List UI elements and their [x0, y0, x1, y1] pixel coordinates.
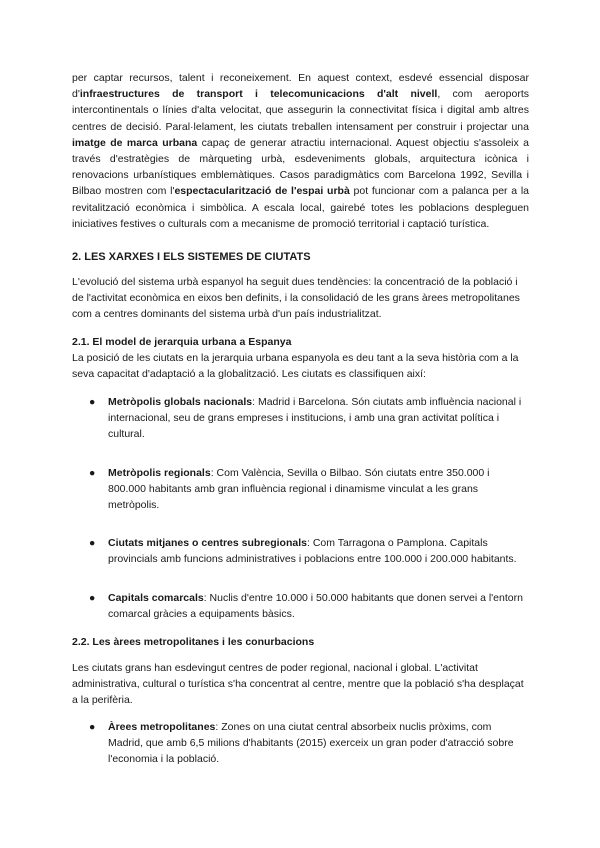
list-item — [72, 465, 529, 514]
intro-text-2: , com aeroports intercontinentals o línies d'alta velocitat, que assegurin la connectivitat física i digital amb altres centres de decisió. Paral·lelament, les ciutats treballen intensament per construir i projectar una — [72, 88, 529, 133]
list-item-text: : Nuclis d'entre 10.000 i 50.000 habitants que donen servei a l'entorn comarcal gràcies a equipaments bàsics. — [108, 591, 523, 620]
hierarchy-list — [72, 394, 529, 622]
list-item-text: : Zones on una ciutat central absorbeix nuclis pròxims, com Madrid, que amb 6,5 milions d'habitants (2015) exerceix un gran poder d'atracció sobre l'economia i la població. — [108, 720, 514, 766]
list-item-text: : Com Tarragona o Pamplona. Capitals provincials amb funcions administratives i poblacions entre 100.000 i 200.000 habitants. — [108, 537, 517, 566]
bullet-icon: ● — [89, 466, 96, 479]
list-spacer — [72, 513, 529, 535]
list-item-term: Capitals comarcals — [108, 591, 204, 604]
list-item — [72, 535, 529, 567]
list-spacer — [72, 443, 529, 465]
list-item-term: Metròpolis globals nacionals — [108, 396, 253, 409]
bullet-icon: ● — [89, 396, 96, 409]
list-item-term: Àrees metropolitanes — [108, 720, 216, 733]
list-item-term: Ciutats mitjanes o centres subregionals — [108, 537, 307, 550]
list-item — [72, 719, 529, 768]
list-item — [72, 590, 529, 622]
intro-text-1: per captar recursos, talent i reconeixement. En aquest context, esdevé essencial disposar d' — [72, 72, 529, 101]
intro-paragraph — [72, 70, 529, 232]
list-item-term: Metròpolis regionals — [108, 466, 211, 479]
intro-bold-1: infraestructures de transport i telecomunicacions d'alt nivell — [79, 88, 438, 101]
list-item-text: : Com València, Sevilla o Bilbao. Són ciutats entre 350.000 i 800.000 habitants amb gran influència regional i dinamisme vinculat a les grans metròpolis. — [108, 466, 490, 512]
section-2-1-heading: 2.1. El model de jerarquia urbana a Espanya — [72, 335, 292, 348]
section-2-heading: 2. LES XARXES I ELS SISTEMES DE CIUTATS — [72, 251, 311, 264]
list-item — [72, 394, 529, 443]
intro-text-4: pot funcionar com a palanca per a la revitalització econòmica i simbòlica. A escala local, gairebé totes les poblacions despleguen iniciatives festives o culturals com a mecanisme de promoció territorial i captació turística. — [72, 185, 530, 230]
metropolitan-list — [72, 719, 529, 768]
list-spacer — [72, 568, 529, 590]
list-item-text: : Madrid i Barcelona. Són ciutats amb influència nacional i internacional, seu de grans empreses i institucions, i amb una gran activitat política i cultural. — [108, 396, 522, 441]
intro-bold-2: imatge de marca urbana — [72, 136, 198, 149]
bullet-icon: ● — [89, 720, 96, 733]
section-2-paragraph: L'evolució del sistema urbà espanyol ha seguit dues tendències: la concentració de la població i de l'activitat econòmica en eixos ben definits, i la consolidació de les grans àrees metropolitanes com a centres dominants del sistema urbà d'un país industrialitzat. — [72, 276, 520, 321]
intro-bold-3: espectacularització de l'espai urbà — [174, 185, 350, 198]
section-2-2-paragraph: Les ciutats grans han esdevingut centres de poder regional, nacional i global. L'activitat administrativa, cultural o turística s'ha concentrat al centre, mentre que la població s'ha desplaçat a la perifèria. — [72, 662, 524, 707]
section-2-1-paragraph: La posició de les ciutats en la jerarquia urbana espanyola es deu tant a la seva història com a la seva capacitat d'adaptació a la globalització. Les ciutats es classifiquen així: — [72, 351, 519, 380]
intro-text-3: capaç de generar atractiu internacional. Aquest objectiu s'assoleix a través d'estratègies de màrqueting urbà, esdeveniments globals, arquitectura icònica i renovacions urbanístiques emblemàtiques. Casos paradigmàtics com Barcelona 1992, Sevilla i Bilbao mostren com l' — [72, 136, 529, 198]
document-page — [72, 70, 529, 767]
bullet-icon: ● — [89, 591, 96, 604]
bullet-icon: ● — [89, 537, 96, 550]
section-2-2-heading: 2.2. Les àrees metropolitanes i les conurbacions — [72, 636, 315, 649]
